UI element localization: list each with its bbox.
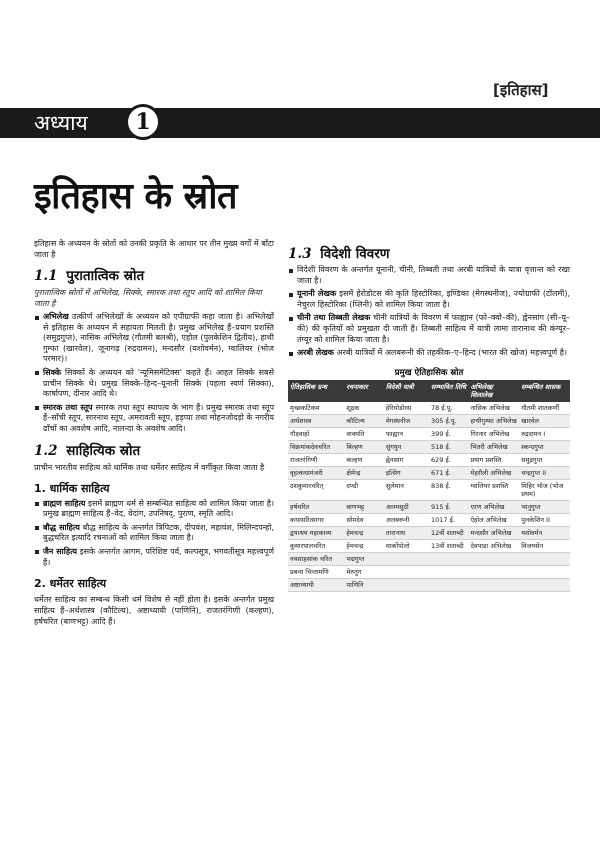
item-heading: अभिलेख bbox=[43, 312, 69, 321]
table-cell: सुलेमान bbox=[384, 479, 429, 500]
chapter-number-badge: 1 bbox=[125, 104, 161, 140]
table-cell: इत्सिंग bbox=[384, 466, 429, 479]
table-cell: यशोवर्मन bbox=[519, 526, 570, 539]
table-cell bbox=[468, 565, 519, 578]
table-cell: 12वीं शताब्दी bbox=[429, 526, 468, 539]
section-number: 1.1 bbox=[34, 268, 58, 284]
table-cell: 1017 ई. bbox=[429, 513, 468, 526]
subject-tag: [इतिहास] bbox=[493, 81, 549, 99]
table-cell: सोमदेव bbox=[344, 513, 383, 526]
table-cell: रुद्रदामन I bbox=[519, 427, 570, 440]
table-cell: 399 ई. bbox=[429, 427, 468, 440]
table-row bbox=[288, 513, 570, 526]
table-cell bbox=[519, 565, 570, 578]
list-item bbox=[34, 312, 274, 365]
table-cell: नासिक अभिलेख bbox=[468, 402, 519, 415]
table-row bbox=[288, 453, 570, 466]
item-heading: चीनी तथा तिब्बती लेखक bbox=[297, 313, 371, 323]
foreign-accounts-list bbox=[288, 265, 570, 359]
table-row bbox=[288, 552, 570, 565]
table-cell: 629 ई. bbox=[429, 453, 468, 466]
table-cell: ह्वेनसांग bbox=[384, 453, 429, 466]
section-title: साहित्यिक स्रोत bbox=[66, 442, 141, 459]
table-cell bbox=[429, 552, 468, 565]
table-cell bbox=[468, 552, 519, 565]
table-cell: पद्मगुप्त bbox=[344, 552, 383, 565]
table-cell bbox=[384, 578, 429, 591]
intro-paragraph: इतिहास के अध्ययन के स्रोतों को उनकी प्रकृति के आधार पर तीन मुख्य वर्गों में बाँटा जाता है bbox=[34, 239, 274, 259]
table-cell: कथासरित्सागर bbox=[288, 513, 344, 526]
subsection-heading-religious: 1. धार्मिक साहित्य bbox=[34, 481, 110, 495]
table-cell: दशकुमारचरित् bbox=[288, 479, 344, 500]
table-cell bbox=[384, 565, 429, 578]
table-cell bbox=[384, 552, 429, 565]
item-text: इसमें ब्राह्मण धर्म से सम्बन्धित साहित्य को शामिल किया जाता है। प्रमुख ब्राह्मण साहित्य हैं–वेद, वेदांग, उपनिषद्, पुराण, स्मृति आदि। bbox=[43, 498, 274, 519]
table-cell: 915 ई. bbox=[429, 500, 468, 513]
table-cell: देवपाडा अभिलेख bbox=[468, 539, 519, 552]
table-cell: 671 ई. bbox=[429, 466, 468, 479]
secular-paragraph: धर्मेतर साहित्य का सम्बन्ध किसी धर्म विशेष से नहीं होता है। इसके अन्तर्गत प्रमुख साहित्य हैं–अर्थशास्त्र (कौटिल्य), अष्टाध्यायी (पाणिनि), राजतरंगिणी (कल्हण), हर्षचरित (बाणभट्ट) आदि हैं। bbox=[34, 595, 274, 627]
table-row bbox=[288, 440, 570, 453]
table-cell: बिल्हण bbox=[344, 440, 383, 453]
table-cell: बाणभट्ट bbox=[344, 500, 383, 513]
table-row bbox=[288, 565, 570, 578]
list-item bbox=[288, 289, 570, 310]
table-cell: मृच्छकटिकम bbox=[288, 402, 344, 415]
item-heading: यूनानी लेखक bbox=[297, 289, 337, 299]
table-cell: चन्द्रगुप्त II bbox=[519, 466, 570, 479]
table-cell: फाह्यान bbox=[384, 427, 429, 440]
section-note: पुरातात्विक स्रोतों में अभिलेख, सिक्के, स्मारक तथा स्तूप आदि को शामिल किया जाता है bbox=[34, 288, 262, 308]
item-text: विदेशी विवरण के अन्तर्गत यूनानी, चीनी, तिब्बती तथा अरबी यात्रियों के यात्रा वृत्तान्त को रखा जाता है। bbox=[297, 265, 570, 285]
table-cell: सुंगयुन bbox=[384, 440, 429, 453]
list-item bbox=[34, 523, 274, 544]
table-cell: अलमसूदी bbox=[384, 500, 429, 513]
page-title: इतिहास के स्रोत bbox=[34, 176, 238, 217]
column-header: सम्बन्धित शासक bbox=[519, 380, 570, 402]
item-heading: अरबी लेखक bbox=[297, 348, 334, 358]
table-header-row bbox=[288, 380, 570, 402]
table-cell: हाथीगुम्फा अभिलेख bbox=[468, 414, 519, 427]
table-cell: भानुगुप्त bbox=[519, 500, 570, 513]
item-text: स्मारक तथा स्तूप स्थापत्य के भाग हैं। प्रमुख स्मारक तथा स्तूप हैं–साँची स्तूप, सारनाथ स्तूप, अमरावती स्तूप, हड़प्पा तथा मोहनजोदड़ो के नगरीय ढाँचों का अवशेष आदि, नालन्दा के अवशेष आदि। bbox=[43, 402, 274, 433]
table-cell: हेरियोडोरस bbox=[384, 402, 429, 415]
table-cell: विजयसेन bbox=[519, 539, 570, 552]
table-row bbox=[288, 414, 570, 427]
item-heading: बौद्ध साहित्य bbox=[43, 522, 80, 532]
table-cell bbox=[519, 578, 570, 591]
table-cell: एरण अभिलेख bbox=[468, 500, 519, 513]
religious-list bbox=[34, 499, 274, 569]
table-row bbox=[288, 402, 570, 415]
table-cell: तारानाथ bbox=[384, 526, 429, 539]
table-cell: मन्दसौर अभिलेख bbox=[468, 526, 519, 539]
section-heading-archaeological bbox=[34, 266, 274, 284]
table-cell: अर्थशास्त्र bbox=[288, 414, 344, 427]
table-cell: गिरनार अभिलेख bbox=[468, 427, 519, 440]
table-row bbox=[288, 539, 570, 552]
table-cell: स्कन्दगुप्त bbox=[519, 440, 570, 453]
table-row bbox=[288, 479, 570, 500]
table-cell: मेगस्थनीज bbox=[384, 414, 429, 427]
table-cell: अष्टाध्यायी bbox=[288, 578, 344, 591]
table-row bbox=[288, 466, 570, 479]
table-cell bbox=[429, 565, 468, 578]
table-cell bbox=[468, 578, 519, 591]
table-cell: खारवेल bbox=[519, 414, 570, 427]
list-item bbox=[34, 403, 274, 435]
table-cell: कौटिल्य bbox=[344, 414, 383, 427]
item-heading: सिक्के bbox=[43, 367, 61, 377]
table-cell: 518 ई. bbox=[429, 440, 468, 453]
column-header: ऐतिहासिक ग्रन्थ bbox=[288, 380, 344, 402]
table-cell: ऐहोल अभिलेख bbox=[468, 513, 519, 526]
table-cell: दण्डी bbox=[344, 479, 383, 500]
table-cell: कुमारपालचरित bbox=[288, 539, 344, 552]
table-cell: क्षेमेन्द्र bbox=[344, 466, 383, 479]
item-heading: जैन साहित्य bbox=[43, 546, 78, 556]
table-cell bbox=[519, 552, 570, 565]
table-cell: पाणिनि bbox=[344, 578, 383, 591]
table-cell: हर्षचरित bbox=[288, 500, 344, 513]
section-heading-foreign bbox=[288, 244, 570, 262]
table-cell: प्रयाग प्रशस्ति bbox=[468, 453, 519, 466]
column-header: सम्भावित तिथि bbox=[429, 380, 468, 402]
subsection-heading-secular: 2. धर्मेतर साहित्य bbox=[34, 577, 107, 591]
table-cell: हेमचन्द्र bbox=[344, 539, 383, 552]
table-cell bbox=[429, 578, 468, 591]
section-title: विदेशी विवरण bbox=[320, 246, 390, 262]
table-cell: गौतमी शातकर्णी bbox=[519, 402, 570, 415]
section-number: 1.3 bbox=[288, 246, 312, 262]
table-row bbox=[288, 427, 570, 440]
item-text: सिक्कों के अध्ययन को 'न्यूमिसमेटिक्स' कहते हैं। आहत सिक्के सबसे प्राचीन सिक्के थे। प्रमुख सिक्के–हिन्द–यूनानी सिक्के (पहला स्वर्ण सिक्का), कार्षापण, दीनार आदि थे। bbox=[43, 367, 274, 399]
table-row bbox=[288, 578, 570, 591]
table-cell: मेरुतुंग bbox=[344, 565, 383, 578]
table-row bbox=[288, 500, 570, 513]
table-cell: 305 ई.पू. bbox=[429, 414, 468, 427]
item-heading: स्मारक तथा स्तूप bbox=[43, 402, 93, 412]
section-title: पुरातात्विक स्रोत bbox=[66, 268, 145, 284]
table-cell: 838 ई. bbox=[429, 479, 468, 500]
column-header: रचनाकार bbox=[344, 380, 383, 402]
table-cell: ग्वालियर प्रशस्ति bbox=[468, 479, 519, 500]
table-cell: नवसाहसांक चरित bbox=[288, 552, 344, 565]
sources-table bbox=[288, 380, 570, 592]
table-title: प्रमुख ऐतिहासिक स्रोत bbox=[394, 367, 464, 378]
table-cell: 13वीं शताब्दी bbox=[429, 539, 468, 552]
table-cell: 78 ई.पू. bbox=[429, 402, 468, 415]
archaeological-list bbox=[34, 312, 274, 435]
section-number: 1.2 bbox=[34, 442, 58, 459]
section-heading-literary bbox=[34, 441, 274, 459]
table-cell: अलबरूनी bbox=[384, 513, 429, 526]
table-cell: वृहत्कथामंजरी bbox=[288, 466, 344, 479]
table-body bbox=[288, 402, 570, 592]
table-cell: मेहरौली अभिलेख bbox=[468, 466, 519, 479]
table-cell: प्रबन्ध चिन्तामणि bbox=[288, 565, 344, 578]
table-cell: भितरी अभिलेख bbox=[468, 440, 519, 453]
item-text: इसमें हेरोडोटस की कृति हिस्टोरिका, इण्डिका (मेगस्थनीज), ज्योग्राफी (टॉलमी), नेचुरल हिस्टोरिका (प्लिनी) को शामिल किया जाता है। bbox=[297, 289, 571, 309]
chapter-banner bbox=[0, 108, 600, 138]
table-cell: पुलकेशिन II bbox=[519, 513, 570, 526]
item-text: अरबी यात्रियों में अलबरूनी की तहकीक–ए–हिन्द (भारत की खोज) महत्त्वपूर्ण है। bbox=[333, 348, 568, 358]
table-cell: राजतरंगिणी bbox=[288, 453, 344, 466]
table-cell: समुद्रगुप्त bbox=[519, 453, 570, 466]
section-intro: प्राचीन भारतीय साहित्य को धार्मिक तथा धर्मेतर साहित्य में वर्गीकृत किया जाता है bbox=[34, 462, 265, 472]
list-item bbox=[34, 547, 274, 568]
item-text: उत्कीर्ण अभिलेखों के अध्ययन को एपीग्राफी कहा जाता है। अभिलेखों से इतिहास के अध्ययन में सहायता मिलती है। प्रमुख अभिलेख हैं–प्रयाग प्रशस्ति (समुद्रगुप्त), नासिक अभिलेख (गौतमी बलश्री), एहोल (पुलकेशिन द्वितीय), हाथी गुम्फा (खारवेल), जूनागढ़ (रुद्रदामन), मन्दसौर (यशोवर्मन), ग्वालियर (भोज परमार)। bbox=[43, 312, 274, 364]
list-item bbox=[288, 313, 570, 345]
table-cell: द्वयाश्रय महाकाव्य bbox=[288, 526, 344, 539]
table-cell: गौड़वाहो bbox=[288, 427, 344, 440]
table-cell: वाक्पति bbox=[344, 427, 383, 440]
list-item bbox=[34, 368, 274, 400]
right-column bbox=[288, 238, 570, 592]
column-header: अभिलेख/ शिलालेख bbox=[468, 380, 519, 402]
item-text: बौद्ध साहित्य के अन्तर्गत त्रिपिटक, दीपवंश, महावंश, मिलिन्दपन्हो, बुद्धचरित इत्यादि रचनाओं को शामिल किया जाता है। bbox=[43, 522, 274, 543]
item-heading: ब्राह्मण साहित्य bbox=[43, 498, 86, 508]
table-cell: विक्रमांकदेवचरित bbox=[288, 440, 344, 453]
list-item bbox=[288, 348, 570, 359]
table-cell: कल्हण bbox=[344, 453, 383, 466]
column-header: विदेशी यात्री bbox=[384, 380, 429, 402]
table-cell: मार्कोपोलो bbox=[384, 539, 429, 552]
item-text: इसके अन्तर्गत आगम, परिशिष्ट पर्व, कल्पसूत्र, भगवतीसूत्र महत्त्वपूर्ण हैं। bbox=[43, 546, 275, 567]
table-row bbox=[288, 526, 570, 539]
table-cell: हेमचन्द्र bbox=[344, 526, 383, 539]
left-column bbox=[34, 238, 274, 633]
table-cell: शूद्रक bbox=[344, 402, 383, 415]
list-item bbox=[288, 265, 570, 286]
list-item bbox=[34, 499, 274, 520]
chapter-label: अध्याय bbox=[34, 111, 88, 135]
item-text: चीनी यात्रियों के विवरण में फाह्यान (फो–क्वो–की), ह्वेनसांग (सी–यू–की) की कृतियों को प्रमुखता दी जाती है। तिब्बती साहित्य में यात्री लामा तारानाथ की कंग्यूर–तंग्यूर को शामिल किया जाता है। bbox=[297, 313, 571, 344]
table-cell: मिहिर भोज (भोज प्रथम) bbox=[519, 479, 570, 500]
